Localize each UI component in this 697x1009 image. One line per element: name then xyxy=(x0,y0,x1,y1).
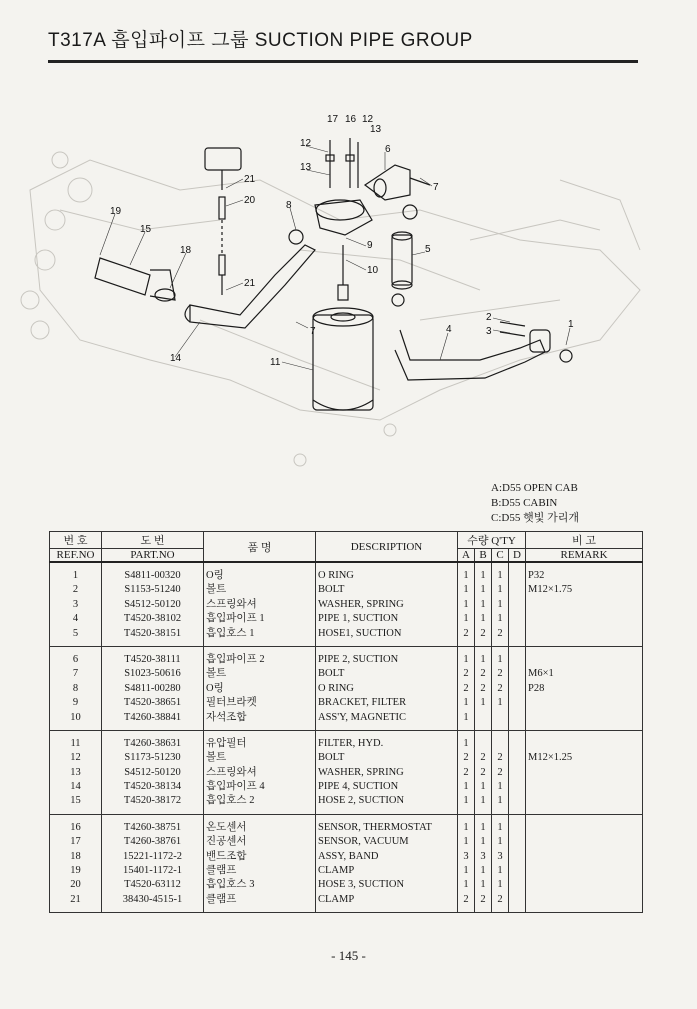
table-row xyxy=(50,711,643,731)
model-legend xyxy=(491,481,579,526)
cell-d xyxy=(509,612,526,626)
cell-desc: O RING xyxy=(316,682,458,696)
cell-name: 자석조합 xyxy=(204,711,316,731)
cell-a: 1 xyxy=(458,696,475,710)
cell-c: 1 xyxy=(492,835,509,849)
cell-part: T4520-38134 xyxy=(102,780,204,794)
cell-b: 1 xyxy=(475,612,492,626)
cell-b: 2 xyxy=(475,893,492,913)
cell-desc: PIPE 1, SUCTION xyxy=(316,612,458,626)
callout-11: 11 xyxy=(270,357,281,368)
cell-part: 15401-1172-1 xyxy=(102,864,204,878)
cell-remark: P28 xyxy=(526,682,643,696)
cell-b: 1 xyxy=(475,864,492,878)
cell-remark: P32 xyxy=(526,562,643,583)
cell-part: T4520-38172 xyxy=(102,794,204,814)
table-row xyxy=(50,646,643,667)
cell-name: 클램프 xyxy=(204,893,316,913)
cell-d xyxy=(509,646,526,667)
cell-remark: M12×1.75 xyxy=(526,583,643,597)
cell-desc: HOSE1, SUCTION xyxy=(316,627,458,647)
cell-d xyxy=(509,598,526,612)
cell-d xyxy=(509,878,526,892)
cell-d xyxy=(509,730,526,751)
page-title: T317A 흡입파이프 그룹 SUCTION PIPE GROUP xyxy=(48,22,638,63)
callout-12a: 12 xyxy=(300,138,312,149)
cell-a: 2 xyxy=(458,682,475,696)
cell-desc: ASSY, BAND xyxy=(316,850,458,864)
cell-b: 2 xyxy=(475,667,492,681)
cell-b: 1 xyxy=(475,598,492,612)
cell-ref: 19 xyxy=(50,864,102,878)
cell-desc: BRACKET, FILTER xyxy=(316,696,458,710)
callout-6: 6 xyxy=(385,144,391,155)
cell-desc: WASHER, SPRING xyxy=(316,598,458,612)
header-remark-kr: 비 고 xyxy=(526,532,643,549)
header-part-en: PART.NO xyxy=(102,549,204,563)
cell-ref: 8 xyxy=(50,682,102,696)
cell-b: 1 xyxy=(475,814,492,835)
cell-name: 흡입호스 1 xyxy=(204,627,316,647)
table-row xyxy=(50,751,643,765)
cell-ref: 17 xyxy=(50,835,102,849)
cell-b: 1 xyxy=(475,780,492,794)
cell-remark xyxy=(526,627,643,647)
header-qty-c: C xyxy=(492,549,509,563)
cell-remark xyxy=(526,794,643,814)
cell-part: T4260-38751 xyxy=(102,814,204,835)
cell-ref: 7 xyxy=(50,667,102,681)
cell-desc: CLAMP xyxy=(316,864,458,878)
table-row xyxy=(50,878,643,892)
header-ref-kr: 번 호 xyxy=(50,532,102,549)
header-remark-en: REMARK xyxy=(526,549,643,563)
cell-desc: FILTER, HYD. xyxy=(316,730,458,751)
callout-7a: 7 xyxy=(433,182,439,193)
cell-a: 1 xyxy=(458,711,475,731)
cell-a: 1 xyxy=(458,730,475,751)
cell-desc: BOLT xyxy=(316,583,458,597)
cell-d xyxy=(509,696,526,710)
callout-17: 17 xyxy=(327,114,339,125)
cell-desc: HOSE 2, SUCTION xyxy=(316,794,458,814)
cell-part: T4260-38631 xyxy=(102,730,204,751)
header-part-kr: 도 번 xyxy=(102,532,204,549)
cell-c: 1 xyxy=(492,814,509,835)
cell-d xyxy=(509,814,526,835)
cell-part: T4520-38111 xyxy=(102,646,204,667)
cell-ref: 10 xyxy=(50,711,102,731)
cell-remark xyxy=(526,780,643,794)
cell-name: 흡입파이프 2 xyxy=(204,646,316,667)
table-row xyxy=(50,730,643,751)
callout-2: 2 xyxy=(486,312,492,323)
cell-desc: BOLT xyxy=(316,751,458,765)
cell-desc: ASS'Y, MAGNETIC xyxy=(316,711,458,731)
cell-ref: 1 xyxy=(50,562,102,583)
cell-name: 스프링와셔 xyxy=(204,766,316,780)
cell-part: 15221-1172-2 xyxy=(102,850,204,864)
cell-d xyxy=(509,562,526,583)
cell-ref: 18 xyxy=(50,850,102,864)
cell-part: S4811-00280 xyxy=(102,682,204,696)
cell-b: 1 xyxy=(475,562,492,583)
cell-b xyxy=(475,730,492,751)
cell-remark xyxy=(526,766,643,780)
cell-a: 1 xyxy=(458,598,475,612)
cell-name: 흡입호스 2 xyxy=(204,794,316,814)
cell-b: 2 xyxy=(475,682,492,696)
cell-ref: 4 xyxy=(50,612,102,626)
cell-d xyxy=(509,766,526,780)
cell-d xyxy=(509,893,526,913)
cell-ref: 5 xyxy=(50,627,102,647)
cell-b: 2 xyxy=(475,627,492,647)
cell-d xyxy=(509,667,526,681)
header-name-kr: 품 명 xyxy=(204,532,316,563)
legend-item: C:D55 햇빛 가리개 xyxy=(491,512,579,524)
cell-b: 2 xyxy=(475,751,492,765)
cell-c: 1 xyxy=(492,598,509,612)
cell-part: T4520-63112 xyxy=(102,878,204,892)
cell-name: 밴드조합 xyxy=(204,850,316,864)
callout-10: 10 xyxy=(367,265,379,276)
cell-remark: M6×1 xyxy=(526,667,643,681)
cell-name: 클램프 xyxy=(204,864,316,878)
cell-c: 1 xyxy=(492,794,509,814)
cell-name: O링 xyxy=(204,562,316,583)
cell-remark xyxy=(526,814,643,835)
cell-c: 1 xyxy=(492,583,509,597)
cell-desc: PIPE 4, SUCTION xyxy=(316,780,458,794)
cell-desc: SENSOR, THERMOSTAT xyxy=(316,814,458,835)
cell-name: 온도센서 xyxy=(204,814,316,835)
callout-15: 15 xyxy=(140,224,152,235)
cell-d xyxy=(509,850,526,864)
cell-b: 1 xyxy=(475,646,492,667)
drawing-parts xyxy=(95,138,572,410)
cell-desc: PIPE 2, SUCTION xyxy=(316,646,458,667)
cell-d xyxy=(509,835,526,849)
table-row xyxy=(50,627,643,647)
cell-b: 1 xyxy=(475,696,492,710)
table-row xyxy=(50,814,643,835)
table-row xyxy=(50,835,643,849)
table-row xyxy=(50,682,643,696)
cell-c: 2 xyxy=(492,893,509,913)
callout-19: 19 xyxy=(110,206,122,217)
cell-ref: 6 xyxy=(50,646,102,667)
cell-remark xyxy=(526,878,643,892)
callout-9: 9 xyxy=(367,240,373,251)
header-ref-en: REF.NO xyxy=(50,549,102,563)
cell-part: 38430-4515-1 xyxy=(102,893,204,913)
exploded-parts-diagram xyxy=(0,60,697,480)
cell-a: 2 xyxy=(458,667,475,681)
cell-a: 1 xyxy=(458,780,475,794)
header-qty: 수량 Q'TY xyxy=(458,532,526,549)
callout-18: 18 xyxy=(180,245,192,256)
callout-7b: 7 xyxy=(310,326,316,337)
cell-c: 2 xyxy=(492,627,509,647)
callout-5: 5 xyxy=(425,244,431,255)
table-row xyxy=(50,583,643,597)
cell-part: T4520-38651 xyxy=(102,696,204,710)
cell-d xyxy=(509,794,526,814)
cell-c: 1 xyxy=(492,780,509,794)
cell-d xyxy=(509,583,526,597)
header-qty-d: D xyxy=(509,549,526,563)
cell-c: 1 xyxy=(492,878,509,892)
header-description: DESCRIPTION xyxy=(316,532,458,563)
cell-remark xyxy=(526,598,643,612)
cell-part: T4520-38151 xyxy=(102,627,204,647)
cell-b: 1 xyxy=(475,878,492,892)
cell-b: 1 xyxy=(475,583,492,597)
cell-part: S4811-00320 xyxy=(102,562,204,583)
cell-ref: 13 xyxy=(50,766,102,780)
callout-14: 14 xyxy=(170,353,182,364)
cell-desc: CLAMP xyxy=(316,893,458,913)
cell-name: 볼트 xyxy=(204,667,316,681)
table-row xyxy=(50,893,643,913)
cell-a: 1 xyxy=(458,646,475,667)
cell-name: 흡입파이프 1 xyxy=(204,612,316,626)
cell-a: 1 xyxy=(458,814,475,835)
cell-c: 2 xyxy=(492,751,509,765)
cell-b: 3 xyxy=(475,850,492,864)
legend-item: A:D55 OPEN CAB xyxy=(491,482,578,494)
cell-part: S4512-50120 xyxy=(102,766,204,780)
table-row xyxy=(50,780,643,794)
callout-3: 3 xyxy=(486,326,492,337)
callout-13b: 13 xyxy=(370,124,382,135)
cell-c: 1 xyxy=(492,612,509,626)
cell-c: 2 xyxy=(492,667,509,681)
cell-ref: 21 xyxy=(50,893,102,913)
parts-table xyxy=(49,531,643,913)
cell-c: 1 xyxy=(492,696,509,710)
cell-desc: HOSE 3, SUCTION xyxy=(316,878,458,892)
table-row xyxy=(50,612,643,626)
cell-name: 유압필터 xyxy=(204,730,316,751)
table-row xyxy=(50,696,643,710)
cell-remark: M12×1.25 xyxy=(526,751,643,765)
cell-d xyxy=(509,711,526,731)
callout-12b: 12 xyxy=(362,114,374,125)
header-qty-a: A xyxy=(458,549,475,563)
table-row xyxy=(50,667,643,681)
cell-ref: 9 xyxy=(50,696,102,710)
cell-remark xyxy=(526,850,643,864)
cell-desc: SENSOR, VACUUM xyxy=(316,835,458,849)
cell-name: 볼트 xyxy=(204,751,316,765)
legend-item: B:D55 CABIN xyxy=(491,497,558,509)
cell-desc: O RING xyxy=(316,562,458,583)
cell-a: 1 xyxy=(458,583,475,597)
cell-a: 3 xyxy=(458,850,475,864)
cell-remark xyxy=(526,893,643,913)
cell-part: S4512-50120 xyxy=(102,598,204,612)
cell-remark xyxy=(526,646,643,667)
cell-ref: 2 xyxy=(50,583,102,597)
cell-c: 1 xyxy=(492,864,509,878)
cell-c xyxy=(492,730,509,751)
callout-20: 20 xyxy=(244,195,256,206)
cell-part: S1173-51230 xyxy=(102,751,204,765)
cell-ref: 3 xyxy=(50,598,102,612)
cell-name: 필터브라켓 xyxy=(204,696,316,710)
cell-remark xyxy=(526,612,643,626)
cell-a: 1 xyxy=(458,794,475,814)
cell-b: 2 xyxy=(475,766,492,780)
cell-ref: 11 xyxy=(50,730,102,751)
cell-b xyxy=(475,711,492,731)
cell-d xyxy=(509,780,526,794)
cell-ref: 14 xyxy=(50,780,102,794)
cell-c: 2 xyxy=(492,682,509,696)
callout-8: 8 xyxy=(286,200,292,211)
cell-desc: WASHER, SPRING xyxy=(316,766,458,780)
cell-a: 1 xyxy=(458,562,475,583)
cell-part: S1153-51240 xyxy=(102,583,204,597)
cell-part: T4520-38102 xyxy=(102,612,204,626)
cell-a: 1 xyxy=(458,878,475,892)
cell-ref: 12 xyxy=(50,751,102,765)
table-row xyxy=(50,850,643,864)
cell-remark xyxy=(526,696,643,710)
cell-a: 2 xyxy=(458,893,475,913)
cell-name: 흡입파이프 4 xyxy=(204,780,316,794)
page-number: - 145 - xyxy=(331,948,366,963)
callout-13a: 13 xyxy=(300,162,312,173)
callout-21b: 21 xyxy=(244,278,256,289)
cell-name: O링 xyxy=(204,682,316,696)
cell-b: 1 xyxy=(475,794,492,814)
cell-a: 2 xyxy=(458,751,475,765)
table-row xyxy=(50,598,643,612)
cell-d xyxy=(509,627,526,647)
cell-name: 스프링와셔 xyxy=(204,598,316,612)
cell-part: T4260-38761 xyxy=(102,835,204,849)
leader-lines xyxy=(100,146,570,370)
table-row xyxy=(50,864,643,878)
cell-part: S1023-50616 xyxy=(102,667,204,681)
cell-ref: 15 xyxy=(50,794,102,814)
cell-name: 흡입호스 3 xyxy=(204,878,316,892)
callout-21a: 21 xyxy=(244,174,256,185)
cell-d xyxy=(509,682,526,696)
cell-c: 1 xyxy=(492,646,509,667)
cell-desc: BOLT xyxy=(316,667,458,681)
cell-name: 진공센서 xyxy=(204,835,316,849)
cell-c xyxy=(492,711,509,731)
cell-d xyxy=(509,864,526,878)
cell-a: 1 xyxy=(458,612,475,626)
cell-ref: 16 xyxy=(50,814,102,835)
cell-remark xyxy=(526,864,643,878)
table-row xyxy=(50,794,643,814)
header-qty-b: B xyxy=(475,549,492,563)
cell-c: 3 xyxy=(492,850,509,864)
cell-a: 2 xyxy=(458,627,475,647)
cell-c: 1 xyxy=(492,562,509,583)
cell-a: 2 xyxy=(458,766,475,780)
cell-c: 2 xyxy=(492,766,509,780)
callout-labels xyxy=(110,114,574,368)
cell-remark xyxy=(526,711,643,731)
cell-name: 볼트 xyxy=(204,583,316,597)
cell-remark xyxy=(526,730,643,751)
cell-d xyxy=(509,751,526,765)
parts-table-body xyxy=(50,562,643,913)
cell-a: 1 xyxy=(458,835,475,849)
cell-ref: 20 xyxy=(50,878,102,892)
table-row xyxy=(50,562,643,583)
table-row xyxy=(50,766,643,780)
callout-16: 16 xyxy=(345,114,357,125)
cell-a: 1 xyxy=(458,864,475,878)
cell-remark xyxy=(526,835,643,849)
cell-b: 1 xyxy=(475,835,492,849)
callout-4: 4 xyxy=(446,324,452,335)
callout-1: 1 xyxy=(568,319,574,330)
cell-part: T4260-38841 xyxy=(102,711,204,731)
